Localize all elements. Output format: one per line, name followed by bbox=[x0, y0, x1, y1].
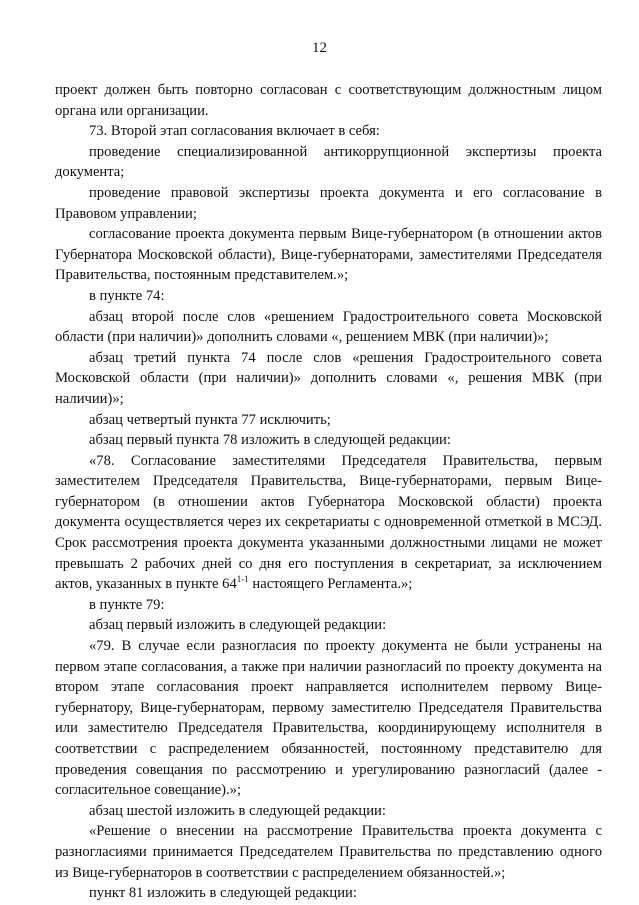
paragraph-tail: настоящего Регламента.»; bbox=[248, 576, 413, 593]
paragraph: абзац первый пункта 78 изложить в следующей редакции: bbox=[89, 432, 451, 449]
paragraph: в пункте 74: bbox=[89, 287, 165, 304]
paragraph: в пункте 79: bbox=[89, 596, 165, 613]
paragraph: проведение правовой экспертизы проекта документа и его согласование в Правовом управлении; bbox=[55, 184, 602, 222]
paragraph: абзац первый изложить в следующей редакции: bbox=[89, 617, 387, 634]
paragraph: 73. Второй этап согласования включает в себя: bbox=[89, 123, 380, 140]
paragraph: «79. В случае если разногласия по проекту документа не были устранены на первом этапе согласования, а также при наличии разногласий по проекту документа на втором этапе согласования проект направляется исполнителем первому Вице-губернатору, Вице-губернаторам, первому заместителю Председателя Правительства или заместителю Председателя Правительства, координирующему исполнителя в соответствии с распределением обязанностей, постоянному представителю для проведения совещания по рассмотрению и урегулированию разногласий (далее - согласительное совещание).»; bbox=[55, 638, 602, 799]
paragraph: абзац шестой изложить в следующей редакции: bbox=[89, 802, 386, 819]
page-number: 12 bbox=[312, 40, 327, 56]
paragraph: абзац четвертый пункта 77 исключить; bbox=[89, 411, 331, 428]
paragraph: абзац третий пункта 74 после слов «решения Градостроительного совета Московской области (при наличии)» дополнить словами «, решения МВК (при наличии)»; bbox=[55, 349, 602, 407]
document-body bbox=[55, 80, 602, 904]
paragraph-with-superscript bbox=[55, 451, 602, 595]
paragraph: проведение специализированной антикоррупционной экспертизы проекта документа; bbox=[55, 143, 602, 181]
paragraph: «Решение о внесении на рассмотрение Правительства проекта документа с разногласиями принимается Председателем Правительства по представлению одного из Вице-губернаторов в соответствии с распределением обязанностей.»; bbox=[55, 823, 602, 881]
reference-number: 64 bbox=[222, 576, 237, 593]
paragraph: абзац второй после слов «решением Градостроительного совета Московской области (при наличии)» дополнить словами «, решением МВК (при наличии)»; bbox=[55, 308, 602, 346]
paragraph: пункт 81 изложить в следующей редакции: bbox=[89, 885, 357, 902]
superscript-reference: 1-1 bbox=[236, 574, 249, 585]
paragraph: проект должен быть повторно согласован с соответствующим должностным лицом органа или организации. bbox=[55, 82, 602, 119]
paragraph: согласование проекта документа первым Вице-губернатором (в отношении актов Губернатора Московской области), Вице-губернаторами, заместителями Председателя Правительства, постоянным представителем.»; bbox=[55, 226, 602, 284]
paragraph-text: «78. Согласование заместителями Председателя Правительства, первым заместителем Председателя Правительства, Вице-губернаторами, первым Вице-губернатором (в отношении актов Губернатора Московской области) проекта документа осуществляется через их секретариаты с одновременной отметкой в МСЭД. Срок рассмотрения проекта документа указанными должностными лицами не может превышать 2 рабочих дней со дня его поступления в секретариат, за исключением актов, указанных в пункте bbox=[55, 452, 602, 593]
